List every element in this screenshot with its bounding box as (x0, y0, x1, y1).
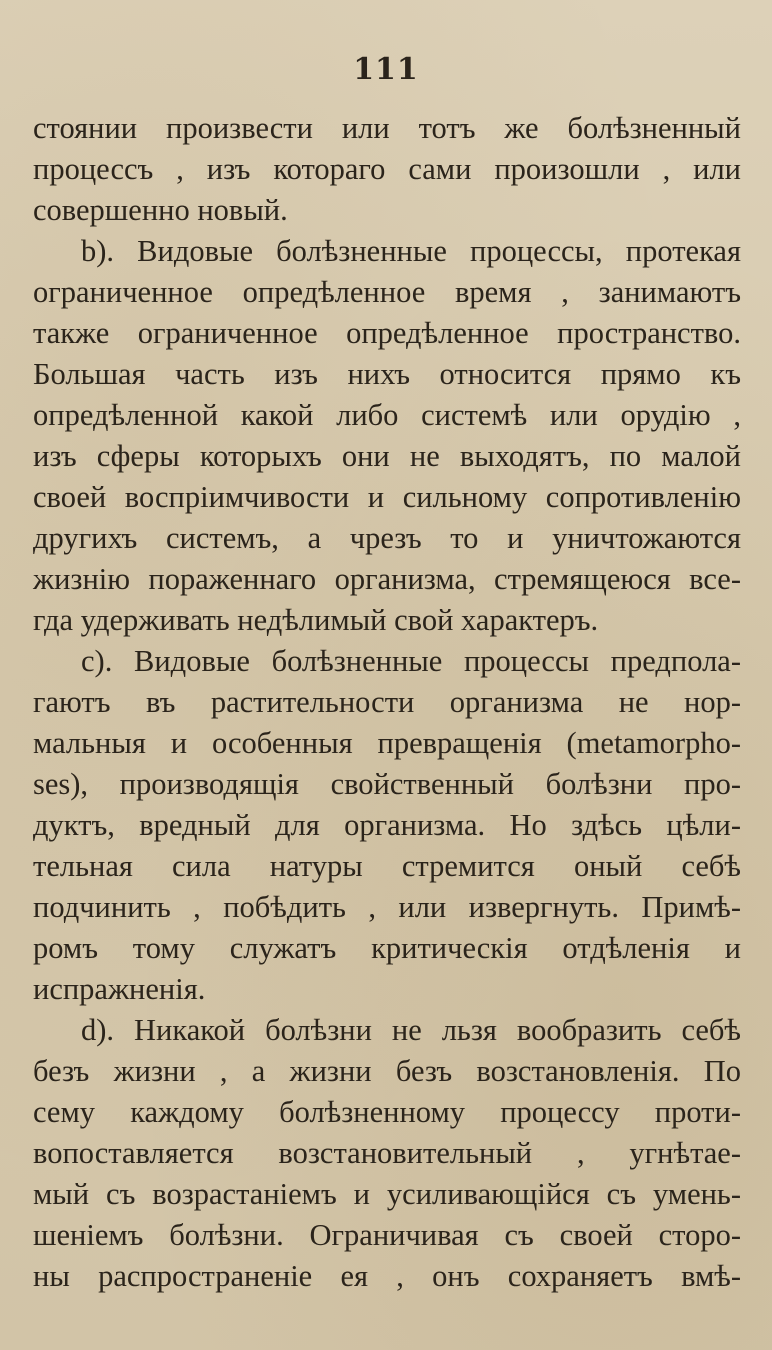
text-line: вопоставляется возстановительный , угнѣтае- (33, 1136, 741, 1170)
text-line: ны распространеніе ея , онъ сохраняетъ вмѣ- (33, 1259, 741, 1293)
text-line: c). Видовые болѣзненные процессы предпола- (81, 644, 741, 678)
text-line: сему каждому болѣзненному процессу проти- (33, 1095, 741, 1129)
text-line: d). Никакой болѣзни не льзя вообразить себѣ (81, 1013, 741, 1047)
text-line: дуктъ, вредный для организма. Но здѣсь цѣли- (33, 808, 741, 842)
text-line: гаютъ въ растительности организма не нор- (33, 685, 741, 719)
text-line: ромъ тому служатъ критическія отдѣленія и (33, 931, 741, 965)
text-line: процессъ , изъ котораго сами произошли , или (33, 152, 741, 186)
text-line: также ограниченное опредѣленное пространство. (33, 316, 741, 350)
text-line: ses), производящія свойственный болѣзни про- (33, 767, 741, 801)
text-line: опредѣленной какой либо системѣ или орудію , (33, 398, 741, 432)
page-number: 111 (353, 52, 419, 87)
text-line: испражненія. (33, 972, 206, 1006)
text-line: изъ сферы которыхъ они не выходятъ, по малой (33, 439, 741, 473)
text-line: b). Видовые болѣзненные процессы, протекая (81, 234, 741, 268)
text-line: тельная сила натуры стремится оный себѣ (33, 849, 741, 883)
text-line: мый съ возрастаніемъ и усиливающійся съ умень- (33, 1177, 741, 1211)
text-line: Большая часть изъ нихъ относится прямо къ (33, 357, 741, 391)
text-line: ограниченное опредѣленное время , занимаютъ (33, 275, 741, 309)
text-line: шеніемъ болѣзни. Ограничивая съ своей сторо- (33, 1218, 741, 1252)
text-line: другихъ системъ, а чрезъ то и уничтожаются (33, 521, 741, 555)
text-line: совершенно новый. (33, 193, 288, 227)
text-line: стоянии произвести или тотъ же болѣзненный (33, 111, 741, 145)
text-line: мальныя и особенныя превращенія (metamorpho- (33, 726, 741, 760)
text-line: подчинить , побѣдить , или извергнуть. Примѣ- (33, 890, 741, 924)
text-line: жизнію пораженнаго организма, стремящеюся все- (33, 562, 741, 596)
body-text (33, 108, 741, 1297)
text-line: безъ жизни , а жизни безъ возстановленія. По (33, 1054, 741, 1088)
text-line: гда удерживать недѣлимый свой характеръ. (33, 603, 599, 637)
text-line: своей воспріимчивости и сильному сопротивленію (33, 480, 741, 514)
